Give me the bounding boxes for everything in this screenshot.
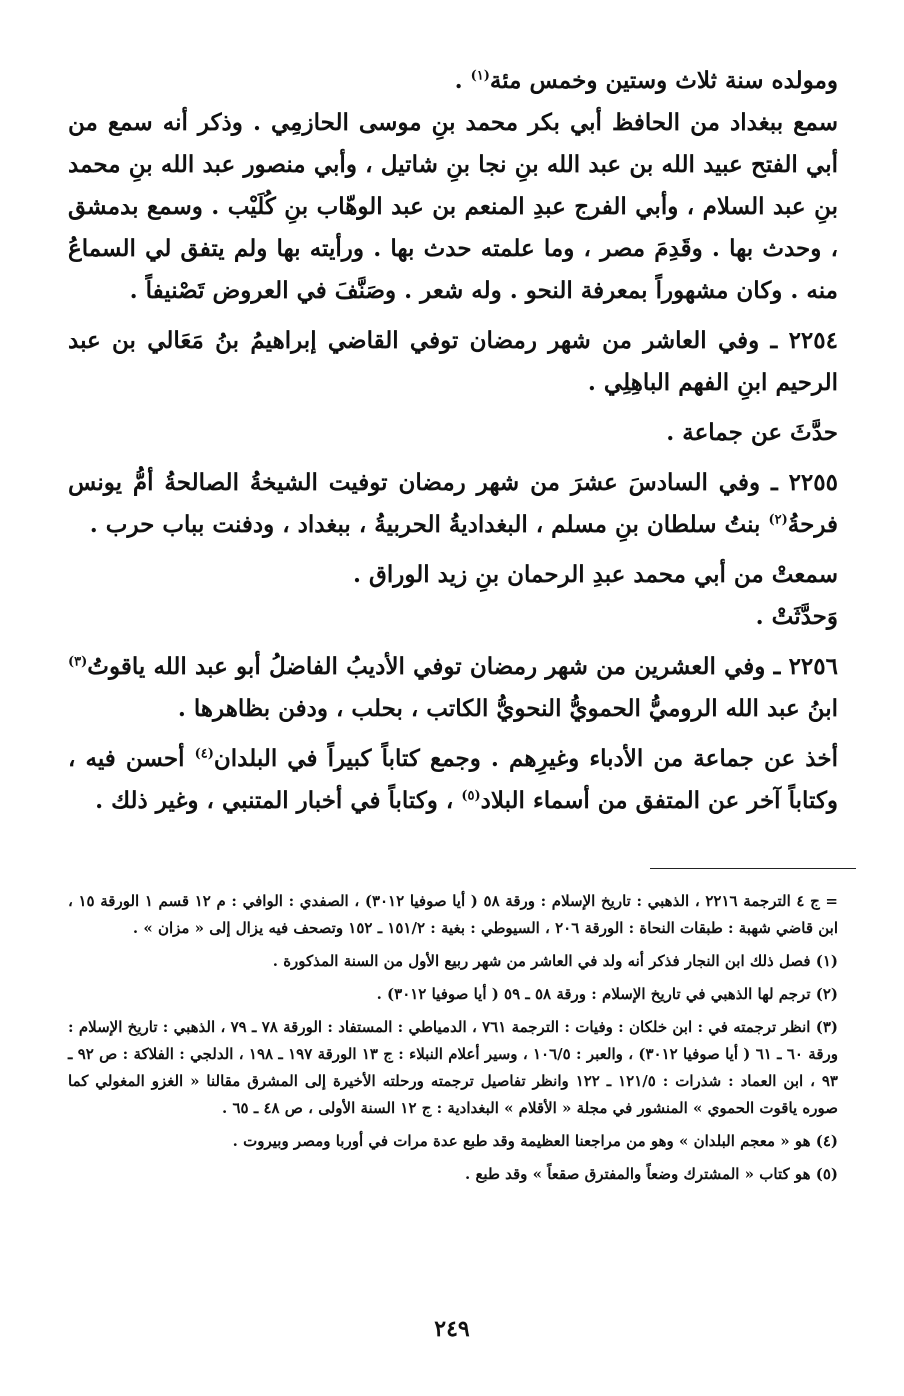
biography-paragraph: سمع ببغداد من الحافظ أبي بكر محمد بنِ موسى الحازمِي . وذكر أنه سمع من أبي الفتح عبيد الله بن عبد الله بنِ نجا بنِ شاتيل ، وأبي منصور عبد الله بنِ محمد بنِ عبد السلام ، وأبي الفرج عبدِ المنعم بن عبد الوهّاب بنِ كُلَيْب . وسمع بدمشق ، وحدث بها . وقَدِمَ مصر ، وما علمته حدث بها . ورأيته بها ولم يتفق لي السماعُ منه . وكان مشهوراً بمعرفة النحو . وله شعر . وصَنَّفَ في العروض تَصْنيفاً .: [68, 109, 838, 304]
footnote-3: (٣) انظر ترجمته في : ابن خلكان : وفيات : الترجمة ٧٦١ ، الدمياطي : المستفاد : الورقة ٧٨ ـ ٧٩ ، الذهبي : تاريخ الإسلام : ورقة ٦٠ ـ ٦١ ( أيا صوفيا ٣٠١٢) ، والعبر : ١٠٦/٥ ، وسير أعلام النبلاء : ج ١٣ الورقة ١٩٧ ـ ١٩٨ ، الدلجي : الفلاكة : ص ٩٢ ـ ٩٣ ، ابن العماد : شذرات : ١٢١/٥ ـ ١٢٢ وانظر تفاصيل ترجمته ورحلته الأخيرة إلى المشرق مقالنا « الغزو المغولي كما صوره ياقوت الحموي » المنشور في مجلة « الأقلام » البغدادية : ج ١٢ السنة الأولى ، ص ٤٨ ـ ٦٥ .: [68, 1018, 839, 1117]
entry-2255-note: سمعتْ من أبي محمد عبدِ الرحمان بنِ زيد الوراق .: [353, 561, 838, 588]
footnote-1: (١) فصل ذلك ابن النجار فذكر أنه ولد في العاشر من شهر ربيع الأول من السنة المذكورة .: [272, 952, 838, 970]
footnote-divider: [650, 868, 856, 869]
footnote-ref-2[interactable]: (٢): [768, 512, 788, 528]
entry-2256: ٢٢٥٦ ـ وفي العشرين من شهر رمضان توفي الأديبُ الفاضلُ أبو عبد الله ياقوتُ$^{(٣)}$ ابنُ عبد الله الروميُّ الحمويُّ النحويُّ الكاتب ، بحلب ، ودفن بظاهرها .: [68, 653, 838, 722]
footnote-ref-1[interactable]: (١): [470, 68, 490, 84]
birth-paragraph: ومولده سنة ثلاث وستين وخمس مئة$^{(١)}$ .: [454, 67, 838, 94]
footnotes: [68, 888, 838, 1188]
entry-2254: ٢٢٥٤ ـ وفي العاشر من شهر رمضان توفي القاضي إبراهيمُ بنُ مَعَالي بن عبد الرحيم ابنِ الفهم الباهِلِي .: [68, 327, 838, 396]
entry-number: ٢٢٥٤: [788, 327, 838, 354]
entry-2254-note: حدَّثَ عن جماعة .: [666, 419, 838, 446]
page-number: ٢٤٩: [434, 1316, 470, 1342]
entry-2255-note-2: وَحدَّثَتْ .: [755, 603, 838, 630]
footnote-continuation: = ج ٤ الترجمة ٢٢١٦ ، الذهبي : تاريخ الإسلام : ورقة ٥٨ ( أيا صوفيا ٣٠١٢) ، الصفدي : الوافي : م ١٢ قسم ١ الورقة ١٥ ، ابن قاضي شهبة : طبقات النحاة : الورقة ٢٠٦ ، السيوطي : بغية : ١٥١/٢ ـ ١٥٢ وتصحف فيه يزال إلى « مزان » .: [68, 892, 838, 937]
entry-2255: ٢٢٥٥ ـ وفي السادسَ عشرَ من شهر رمضان توفيت الشيخةُ الصالحةُ أمُّ يونس فرحةُ$^{(٢)}$ بنتُ سلطان بنِ مسلم ، البغداديةُ الحربيةُ ، ببغداد ، ودفنت بباب حرب .: [68, 469, 838, 538]
entry-2256-note: أخذ عن جماعة من الأدباء وغيرِهم . وجمع كتاباً كبيراً في البلدان$^{(٤)}$ أحسن فيه ، وكتاباً آخر عن المتفق من أسماء البلاد$^{(٥)}$ ، وكتاباً في أخبار المتنبي ، وغير ذلك .: [68, 745, 838, 814]
footnote-5: (٥) هو كتاب « المشترك وضعاً والمفترق صقعاً » وقد طبع .: [465, 1165, 838, 1183]
footnote-2: (٢) ترجم لها الذهبي في تاريخ الإسلام : ورقة ٥٨ ـ ٥٩ ( أيا صوفيا ٣٠١٢) .: [376, 985, 838, 1003]
entry-number: ٢٢٥٥: [788, 469, 838, 496]
footnote-4: (٤) هو « معجم البلدان » وهو من مراجعنا العظيمة وقد طبع عدة مرات في أوربا ومصر وبيروت .: [232, 1132, 838, 1150]
footnote-ref-5[interactable]: (٥): [461, 788, 481, 804]
entry-number: ٢٢٥٦: [788, 653, 838, 680]
footnote-ref-3[interactable]: (٣): [68, 654, 88, 670]
footnote-ref-4[interactable]: (٤): [194, 746, 214, 762]
main-text: [68, 60, 838, 822]
